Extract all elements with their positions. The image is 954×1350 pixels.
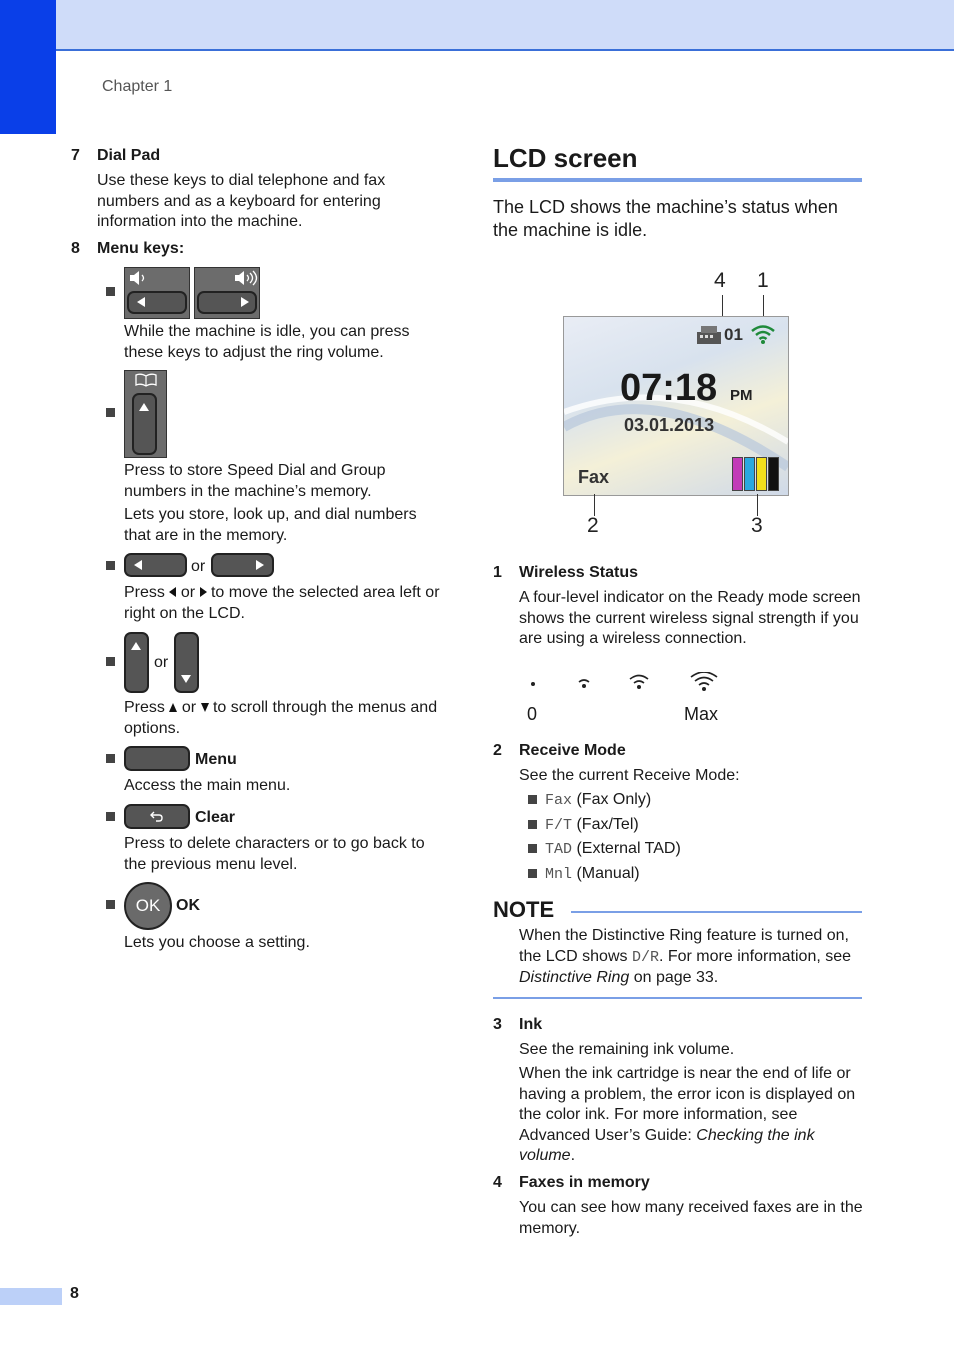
- leader-line: [594, 494, 595, 516]
- receive-mode-list: [528, 790, 681, 888]
- item-number: 2: [493, 742, 502, 759]
- lcd-date: 03.01.2013: [624, 415, 715, 435]
- callout-4: 4: [714, 269, 726, 292]
- right-arrow-key[interactable]: [211, 553, 274, 577]
- bullet: [528, 844, 537, 853]
- callout-1: 1: [757, 269, 769, 292]
- ink-bar: [768, 457, 779, 491]
- left-arrow-key[interactable]: [124, 553, 187, 577]
- signal-min-label: 0: [527, 704, 538, 724]
- menu-label: Menu: [195, 751, 237, 768]
- list-item: F/T (Fax/Tel): [528, 815, 681, 840]
- up-down-text: Press or to scroll through the menus and options.: [124, 699, 438, 737]
- leader-line: [757, 494, 758, 516]
- ok-key[interactable]: OK: [124, 882, 172, 930]
- item-number: 3: [493, 1016, 502, 1033]
- book-icon: [135, 373, 157, 387]
- item-number: 4: [493, 1174, 502, 1191]
- bullet: [528, 820, 537, 829]
- faxes-text: You can see how many received faxes are in the memory.: [519, 1199, 863, 1237]
- up-arrow-key[interactable]: [124, 632, 149, 693]
- clear-text: Press to delete characters or to go back to the previous menu level.: [124, 835, 425, 873]
- bullet: [106, 408, 115, 417]
- item-title-ink: Ink: [519, 1016, 543, 1033]
- menu-text: Access the main menu.: [124, 777, 291, 794]
- volume-up-key[interactable]: [194, 267, 260, 319]
- speed-dial-text: Press to store Speed Dial and Group numbers in the machine’s memory.: [124, 462, 386, 500]
- callout-2: 2: [587, 514, 599, 537]
- left-right-text: Press or to move the selected area left or right on the LCD.: [124, 584, 440, 622]
- bullet: [106, 812, 115, 821]
- wireless-status-icon: [750, 323, 776, 345]
- list-item: Mnl (Manual): [528, 864, 681, 889]
- ink-level-bars: [732, 457, 782, 491]
- ink-text: See the remaining ink volume.: [519, 1041, 735, 1058]
- item-number: 1: [493, 564, 502, 581]
- speed-dial-text-2: Lets you store, look up, and dial numbers that are in the memory.: [124, 506, 417, 544]
- footer-bar: [0, 1288, 62, 1305]
- item-title-menu-keys: Menu keys:: [97, 240, 185, 257]
- chapter-tab: [0, 0, 56, 134]
- ink-bar: [744, 457, 755, 491]
- dial-pad-text: Use these keys to dial telephone and fax numbers and as a keyboard for entering information into the machine.: [97, 172, 386, 230]
- left-triangle-icon: [169, 587, 176, 597]
- bullet: [528, 869, 537, 878]
- receive-mode-text: See the current Receive Mode:: [519, 767, 740, 784]
- fax-memory-icon: [696, 325, 722, 345]
- callout-3: 3: [751, 514, 763, 537]
- note-rule: [571, 911, 862, 913]
- down-triangle-icon: [201, 703, 209, 712]
- clear-label: Clear: [195, 809, 236, 826]
- lcd-time: 07:18: [620, 367, 718, 409]
- ink-text-2: When the ink cartridge is near the end of life or having a problem, the error icon is displayed on the color ink. For more information, see Advanced User’s Guide: Checking the ink volume.: [519, 1065, 856, 1164]
- ok-label: OK: [176, 897, 200, 914]
- back-arrow-icon: [150, 810, 164, 822]
- signal-max-label: Max: [684, 704, 719, 724]
- item-number: 8: [71, 240, 80, 257]
- item-title-receive-mode: Receive Mode: [519, 742, 626, 759]
- list-item: TAD (External TAD): [528, 839, 681, 864]
- item-number: 7: [71, 147, 80, 164]
- menu-key[interactable]: [124, 746, 190, 771]
- or-label: or: [191, 558, 206, 575]
- clear-key[interactable]: [124, 804, 190, 829]
- volume-down-key[interactable]: [124, 267, 190, 319]
- bullet: [106, 900, 115, 909]
- down-arrow-key[interactable]: [174, 632, 199, 693]
- right-triangle-icon: [200, 587, 207, 597]
- lcd-screen: [563, 316, 789, 496]
- bullet: [106, 287, 115, 296]
- or-label: or: [154, 654, 169, 671]
- bullet: [106, 657, 115, 666]
- note-text: When the Distinctive Ring feature is turned on, the LCD shows D/R. For more information, see Distinctive Ring on page 33.: [519, 927, 852, 986]
- note-bottom-rule: [493, 997, 862, 999]
- signal-levels-icon: [522, 672, 722, 696]
- item-title-faxes: Faxes in memory: [519, 1174, 650, 1191]
- wireless-text: A four-level indicator on the Ready mode screen shows the current wireless signal strength if you are using a wireless connection.: [519, 589, 861, 647]
- item-title-wireless: Wireless Status: [519, 564, 639, 581]
- page-number: 8: [70, 1285, 79, 1302]
- ink-bar: [732, 457, 743, 491]
- bullet: [528, 795, 537, 804]
- section-heading: LCD screen: [493, 143, 638, 173]
- bullet: [106, 754, 115, 763]
- lcd-ampm: PM: [730, 387, 753, 404]
- fax-count: 01: [724, 325, 743, 344]
- speaker-low-icon: [128, 270, 150, 286]
- volume-text: While the machine is idle, you can press these keys to adjust the ring volume.: [124, 323, 410, 361]
- up-triangle-icon: [169, 703, 177, 712]
- item-title-dial-pad: Dial Pad: [97, 147, 161, 164]
- speed-dial-key[interactable]: [124, 370, 167, 458]
- note-heading: NOTE: [493, 897, 555, 922]
- speaker-high-icon: [233, 270, 259, 286]
- chapter-label: Chapter 1: [102, 78, 173, 95]
- lcd-mode: Fax: [578, 467, 610, 487]
- ok-text: Lets you choose a setting.: [124, 934, 310, 951]
- lcd-intro: The LCD shows the machine’s status when the machine is idle.: [493, 197, 838, 240]
- ink-bar: [756, 457, 767, 491]
- heading-rule: [493, 178, 862, 182]
- bullet: [106, 561, 115, 570]
- header-band: [0, 0, 954, 51]
- list-item: Fax (Fax Only): [528, 790, 681, 815]
